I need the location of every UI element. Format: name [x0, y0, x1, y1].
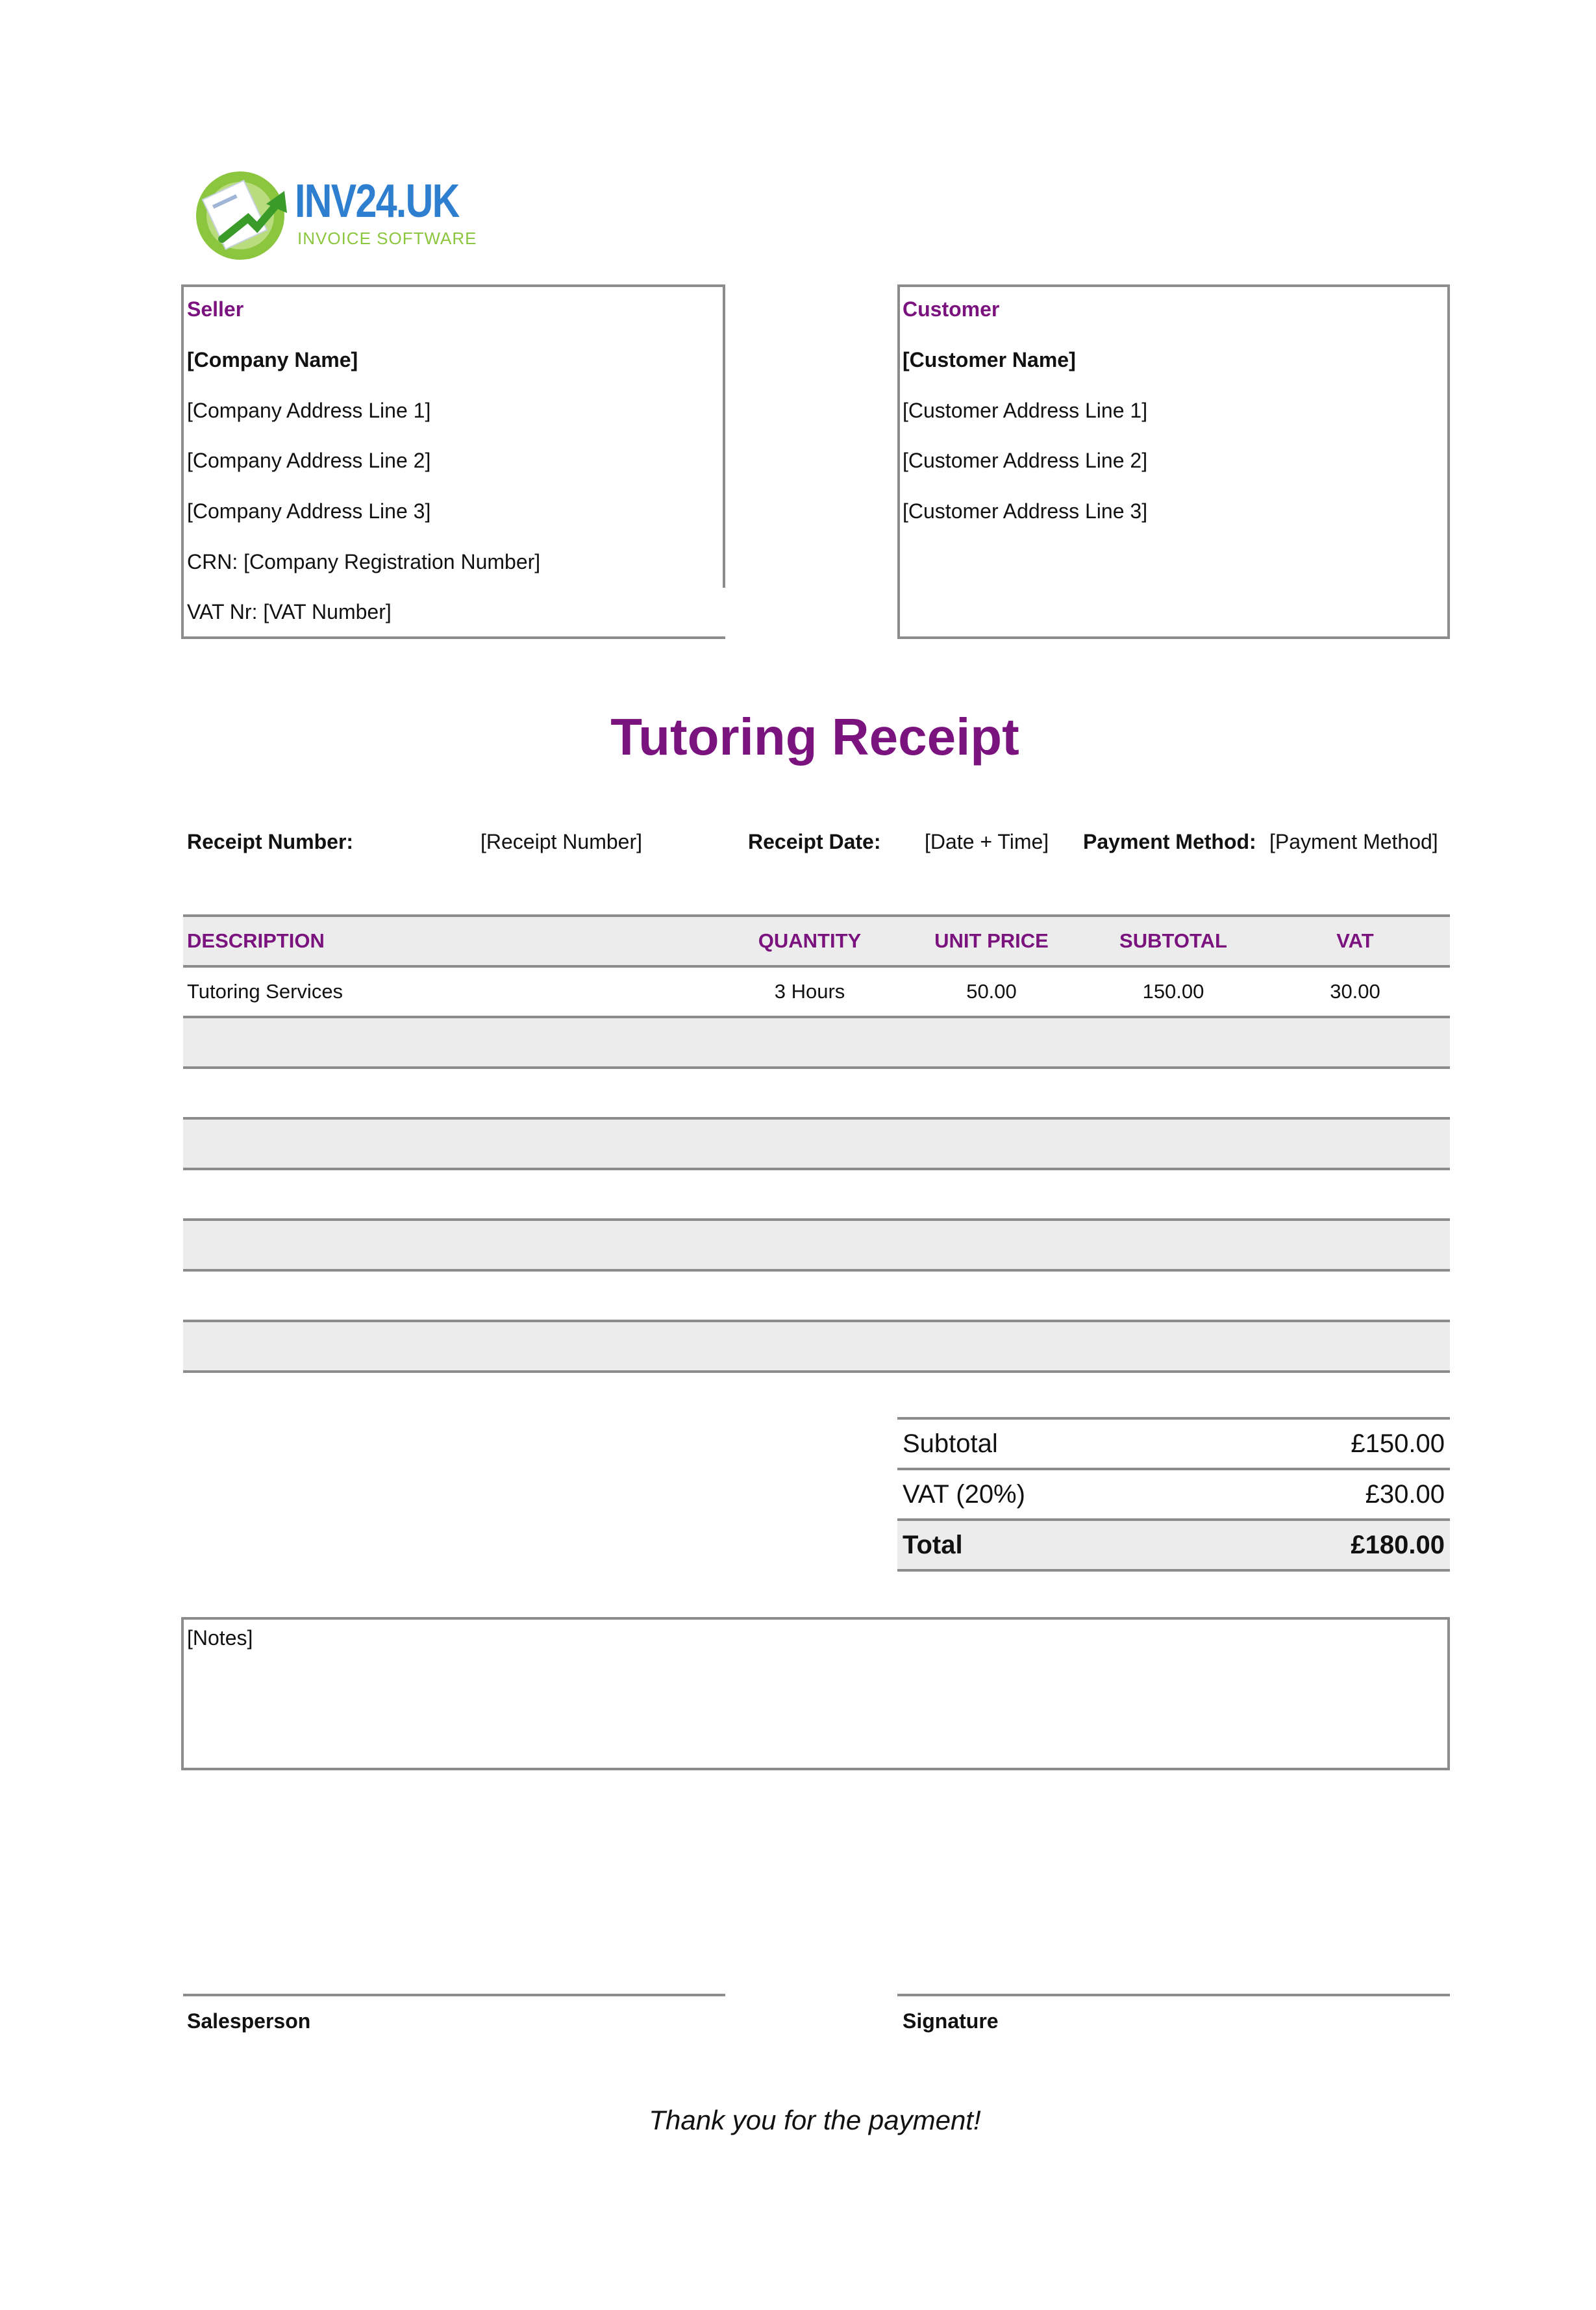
table-rule [183, 1370, 1450, 1373]
row-description: Tutoring Services [187, 980, 343, 1003]
seller-company-name: [Company Name] [187, 348, 358, 371]
notes-box[interactable] [181, 1617, 1450, 1770]
table-row-shade [183, 1321, 1450, 1372]
row-quantity: 3 Hours [774, 980, 845, 1003]
table-rule [183, 1320, 1450, 1322]
total-label: Total [903, 1531, 963, 1559]
totals-rule [897, 1468, 1450, 1470]
table-rule [183, 965, 1450, 968]
salesperson-line [183, 1994, 725, 1996]
table-row-shade [183, 1118, 1450, 1169]
table-rule [183, 1218, 1450, 1221]
subtotal-value: £150.00 [1351, 1429, 1445, 1458]
receipt-number-label: Receipt Number: [187, 830, 354, 853]
seller-box-right-border [723, 284, 725, 588]
table-row-shade [183, 1220, 1450, 1270]
receipt-date-label: Receipt Date: [748, 830, 881, 853]
row-unit-price: 50.00 [966, 980, 1017, 1003]
seller-crn: CRN: [Company Registration Number] [187, 550, 541, 573]
payment-method-value: [Payment Method] [1269, 830, 1438, 853]
totals-rule [897, 1569, 1450, 1572]
table-rule [183, 1269, 1450, 1272]
seller-address-line-3: [Company Address Line 3] [187, 499, 431, 523]
logo-tagline: INVOICE SOFTWARE [297, 229, 477, 248]
items-table [183, 916, 1450, 1370]
notes-text: [Notes] [187, 1626, 253, 1650]
row-vat: 30.00 [1330, 980, 1380, 1003]
totals-rule [897, 1417, 1450, 1420]
table-rule [183, 1117, 1450, 1120]
table-row-shade [183, 1017, 1450, 1068]
vat-label: VAT (20%) [903, 1480, 1025, 1509]
column-header-vat: VAT [1336, 929, 1374, 952]
customer-address-line-1: [Customer Address Line 1] [903, 399, 1148, 422]
vat-value: £30.00 [1365, 1480, 1445, 1509]
payment-method-label: Payment Method: [1083, 830, 1256, 853]
table-rule [183, 914, 1450, 917]
column-header-unit-price: UNIT PRICE [934, 929, 1049, 952]
seller-heading: Seller [187, 297, 244, 321]
receipt-date-value: [Date + Time] [925, 830, 1049, 853]
footer-message: Thank you for the payment! [649, 2105, 981, 2135]
table-rule [183, 1168, 1450, 1170]
seller-vat-number: VAT Nr: [VAT Number] [187, 600, 392, 623]
seller-address-line-2: [Company Address Line 2] [187, 449, 431, 472]
subtotal-label: Subtotal [903, 1429, 998, 1458]
totals-rule [897, 1518, 1450, 1521]
signature-label: Signature [903, 2009, 999, 2033]
signature-line [897, 1994, 1450, 1996]
customer-address-line-3: [Customer Address Line 3] [903, 499, 1148, 523]
customer-name: [Customer Name] [903, 348, 1076, 371]
customer-address-line-2: [Customer Address Line 2] [903, 449, 1148, 472]
row-subtotal: 150.00 [1142, 980, 1204, 1003]
seller-address-line-1: [Company Address Line 1] [187, 399, 431, 422]
customer-heading: Customer [903, 297, 1000, 321]
page-title: Tutoring Receipt [610, 708, 1019, 766]
table-rule [183, 1016, 1450, 1018]
total-value: £180.00 [1351, 1531, 1445, 1559]
logo [190, 162, 488, 266]
column-header-subtotal: SUBTOTAL [1119, 929, 1227, 952]
totals-block [897, 1417, 1450, 1572]
logo-brand: INV24.UK [295, 175, 459, 227]
salesperson-label: Salesperson [187, 2009, 311, 2033]
logo-badge-icon [190, 162, 293, 266]
column-header-description: DESCRIPTION [187, 929, 325, 952]
receipt-number-value: [Receipt Number] [480, 830, 642, 853]
table-rule [183, 1066, 1450, 1069]
column-header-quantity: QUANTITY [758, 929, 862, 952]
